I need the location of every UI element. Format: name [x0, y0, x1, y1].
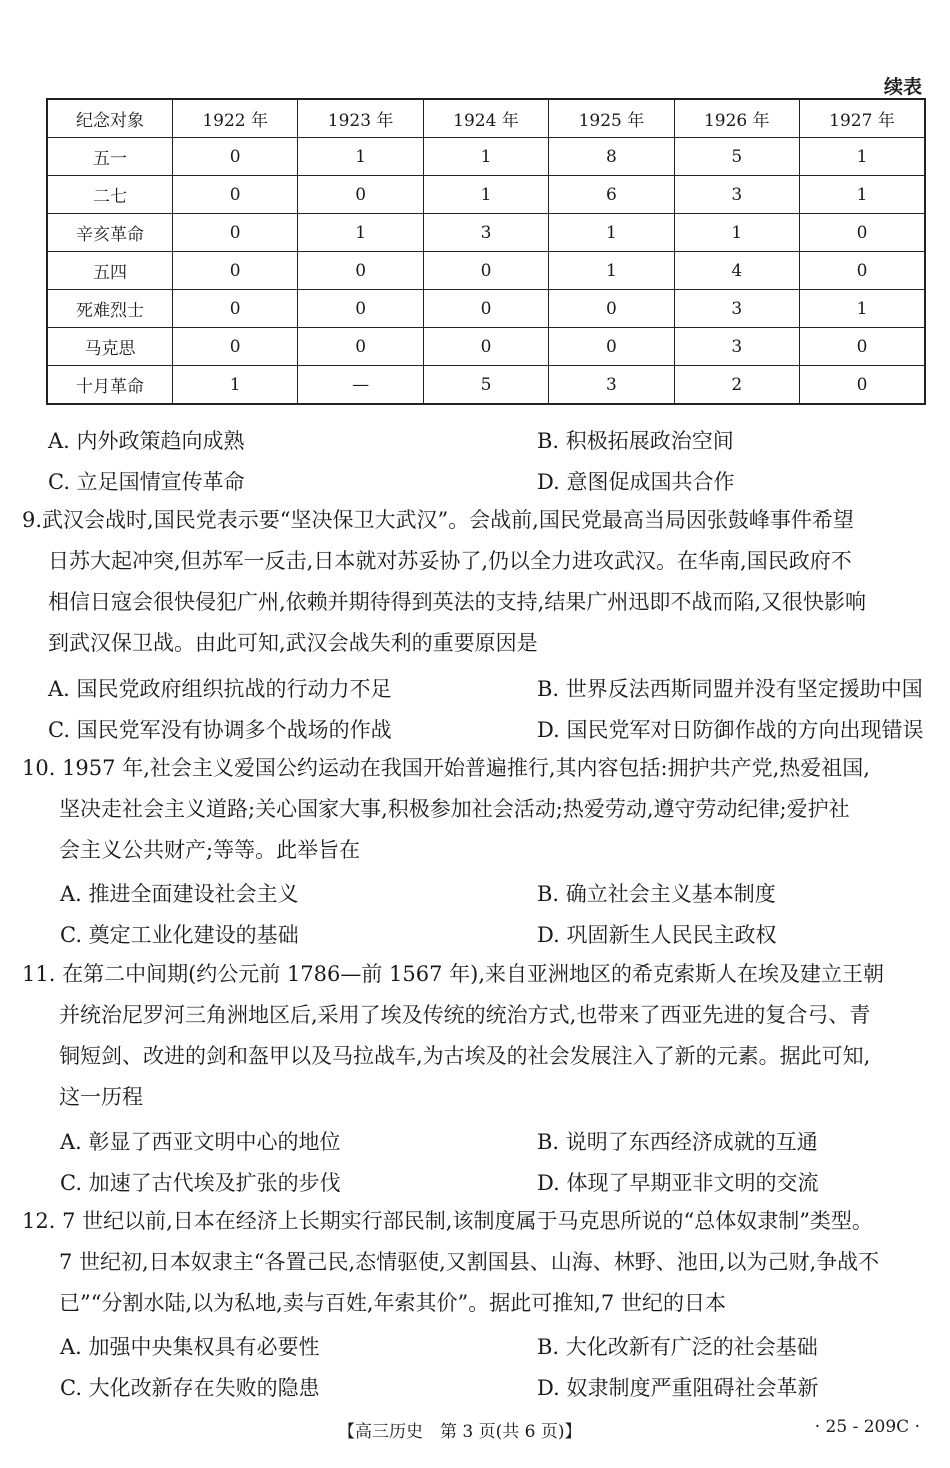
- table-row: [47, 252, 925, 290]
- q9-option-a: A. 国民党政府组织抗战的行动力不足: [48, 677, 392, 701]
- q12-option-a: A. 加强中央集权具有必要性: [60, 1335, 320, 1359]
- header-cell: 纪念对象: [47, 99, 173, 138]
- q10-option-b: B. 确立社会主义基本制度: [537, 882, 776, 906]
- table-cell: 0: [173, 252, 298, 290]
- table-row: [47, 366, 925, 405]
- q12-stem: [22, 1201, 902, 1324]
- table-cell: 0: [173, 290, 298, 328]
- table-cell: 1: [423, 176, 548, 214]
- table-row: [47, 214, 925, 252]
- table-cell: 0: [298, 290, 423, 328]
- table-cell: 0: [800, 366, 925, 405]
- q8-option-a: A. 内外政策趋向成熟: [48, 429, 245, 453]
- continued-table-label: 续表: [883, 76, 922, 98]
- table-cell: 0: [549, 290, 674, 328]
- q11-option-d: D. 体现了早期亚非文明的交流: [537, 1171, 819, 1195]
- q12-option-d: D. 奴隶制度严重阻碍社会革新: [537, 1376, 819, 1400]
- table-cell: 0: [423, 290, 548, 328]
- table-row: [47, 176, 925, 214]
- table-cell: 0: [549, 328, 674, 366]
- table-cell: 0: [423, 328, 548, 366]
- header-cell: 1922 年: [173, 99, 298, 138]
- table-row: [47, 328, 925, 366]
- table-cell: 五四: [47, 252, 173, 290]
- table-cell: 0: [800, 214, 925, 252]
- q8-option-c: C. 立足国情宣传革命: [48, 470, 245, 494]
- q9-stem: [22, 500, 902, 664]
- table-cell: 1: [173, 366, 298, 405]
- table-cell: 6: [549, 176, 674, 214]
- table-cell: 3: [674, 290, 799, 328]
- table-cell: 3: [423, 214, 548, 252]
- q10-line: 坚决走社会主义道路;关心国家大事,积极参加社会活动;热爱劳动,遵守劳动纪律;爱护社: [59, 797, 850, 821]
- header-cell: 1925 年: [549, 99, 674, 138]
- q10-line: 10. 1957 年,社会主义爱国公约运动在我国开始普遍推行,其内容包括:拥护共产党,热爱祖国,: [22, 756, 870, 780]
- q11-option-b: B. 说明了东西经济成就的互通: [537, 1130, 818, 1154]
- q11-option-c: C. 加速了古代埃及扩张的步伐: [60, 1171, 341, 1195]
- table-cell: —: [298, 366, 423, 405]
- q10-option-d: D. 巩固新生人民民主政权: [537, 923, 777, 947]
- table-cell: 1: [674, 214, 799, 252]
- q10-line: 会主义公共财产;等等。此举旨在: [59, 838, 361, 862]
- q10-stem: [22, 748, 902, 871]
- table-cell: 2: [674, 366, 799, 405]
- table-row: [47, 138, 925, 176]
- table-cell: 4: [674, 252, 799, 290]
- table-cell: 5: [423, 366, 548, 405]
- page-footer-label: 【高三历史 第 3 页(共 6 页)】: [338, 1422, 582, 1442]
- table-cell: 0: [173, 214, 298, 252]
- table-cell: 0: [298, 176, 423, 214]
- q9-line: 9.武汉会战时,国民党表示要“坚决保卫大武汉”。会战前,国民党最高当局因张鼓峰事件希望: [22, 508, 854, 532]
- q9-option-d: D. 国民党军对日防御作战的方向出现错误: [537, 718, 924, 742]
- table-cell: 1: [800, 138, 925, 176]
- table-cell: 1: [800, 176, 925, 214]
- table-cell: 0: [800, 252, 925, 290]
- q9-line: 日苏大起冲突,但苏军一反击,日本就对苏妥协了,仍以全力进攻武汉。在华南,国民政府不: [48, 549, 852, 573]
- q12-line: 已”“分割水陆,以为私地,卖与百姓,年索其价”。据此可推知,7 世纪的日本: [59, 1291, 726, 1315]
- header-cell: 1923 年: [298, 99, 423, 138]
- q11-line: 铜短剑、改进的剑和盔甲以及马拉战车,为古埃及的社会发展注入了新的元素。据此可知,: [59, 1044, 871, 1068]
- table-cell: 1: [298, 214, 423, 252]
- table-cell: 3: [549, 366, 674, 405]
- table-header-row: [47, 99, 925, 138]
- table-cell: 1: [549, 214, 674, 252]
- table-cell: 十月革命: [47, 366, 173, 405]
- q12-line: 12. 7 世纪以前,日本在经济上长期实行部民制,该制度属于马克思所说的“总体奴隶制”类型。: [22, 1209, 873, 1233]
- table-row: [47, 290, 925, 328]
- q11-line: 并统治尼罗河三角洲地区后,采用了埃及传统的统治方式,也带来了西亚先进的复合弓、青: [59, 1003, 871, 1027]
- table-cell: 3: [674, 328, 799, 366]
- q12-option-c: C. 大化改新存在失败的隐患: [60, 1376, 320, 1400]
- table-cell: 辛亥革命: [47, 214, 173, 252]
- q11-stem: [22, 954, 902, 1118]
- q12-line: 7 世纪初,日本奴隶主“各置己民,态情驱使,又割国县、山海、林野、池田,以为己财,争战不: [59, 1250, 880, 1274]
- table-cell: 0: [298, 328, 423, 366]
- header-cell: 1927 年: [800, 99, 925, 138]
- q11-line: 这一历程: [59, 1085, 143, 1109]
- q9-option-c: C. 国民党军没有协调多个战场的作战: [48, 718, 392, 742]
- table-cell: 死难烈士: [47, 290, 173, 328]
- q11-option-a: A. 彰显了西亚文明中心的地位: [60, 1130, 341, 1154]
- table-cell: 5: [674, 138, 799, 176]
- header-cell: 1924 年: [423, 99, 548, 138]
- table-cell: 二七: [47, 176, 173, 214]
- q9-option-b: B. 世界反法西斯同盟并没有坚定援助中国: [537, 677, 923, 701]
- commemoration-table: [46, 98, 926, 405]
- q9-line: 到武汉保卫战。由此可知,武汉会战失利的重要原因是: [48, 631, 538, 655]
- table-cell: 马克思: [47, 328, 173, 366]
- table-cell: 3: [674, 176, 799, 214]
- table-cell: 1: [549, 252, 674, 290]
- table-cell: 8: [549, 138, 674, 176]
- q10-option-c: C. 奠定工业化建设的基础: [60, 923, 299, 947]
- q9-line: 相信日寇会很快侵犯广州,依赖并期待得到英法的支持,结果广州迅即不战而陷,又很快影响: [48, 590, 867, 614]
- q8-option-b: B. 积极拓展政治空间: [537, 429, 734, 453]
- table-cell: 0: [800, 328, 925, 366]
- table-cell: 1: [800, 290, 925, 328]
- table-cell: 0: [173, 138, 298, 176]
- table-cell: 0: [423, 252, 548, 290]
- q10-option-a: A. 推进全面建设社会主义: [60, 882, 299, 906]
- table-cell: 0: [173, 176, 298, 214]
- table-cell: 五一: [47, 138, 173, 176]
- paper-code: · 25 - 209C ·: [814, 1417, 920, 1437]
- table-cell: 1: [298, 138, 423, 176]
- q12-option-b: B. 大化改新有广泛的社会基础: [537, 1335, 818, 1359]
- table-cell: 1: [423, 138, 548, 176]
- header-cell: 1926 年: [674, 99, 799, 138]
- q11-line: 11. 在第二中间期(约公元前 1786—前 1567 年),来自亚洲地区的希克索斯人在埃及建立王朝: [22, 962, 885, 986]
- table-cell: 0: [173, 328, 298, 366]
- q8-option-d: D. 意图促成国共合作: [537, 470, 735, 494]
- table-cell: 0: [298, 252, 423, 290]
